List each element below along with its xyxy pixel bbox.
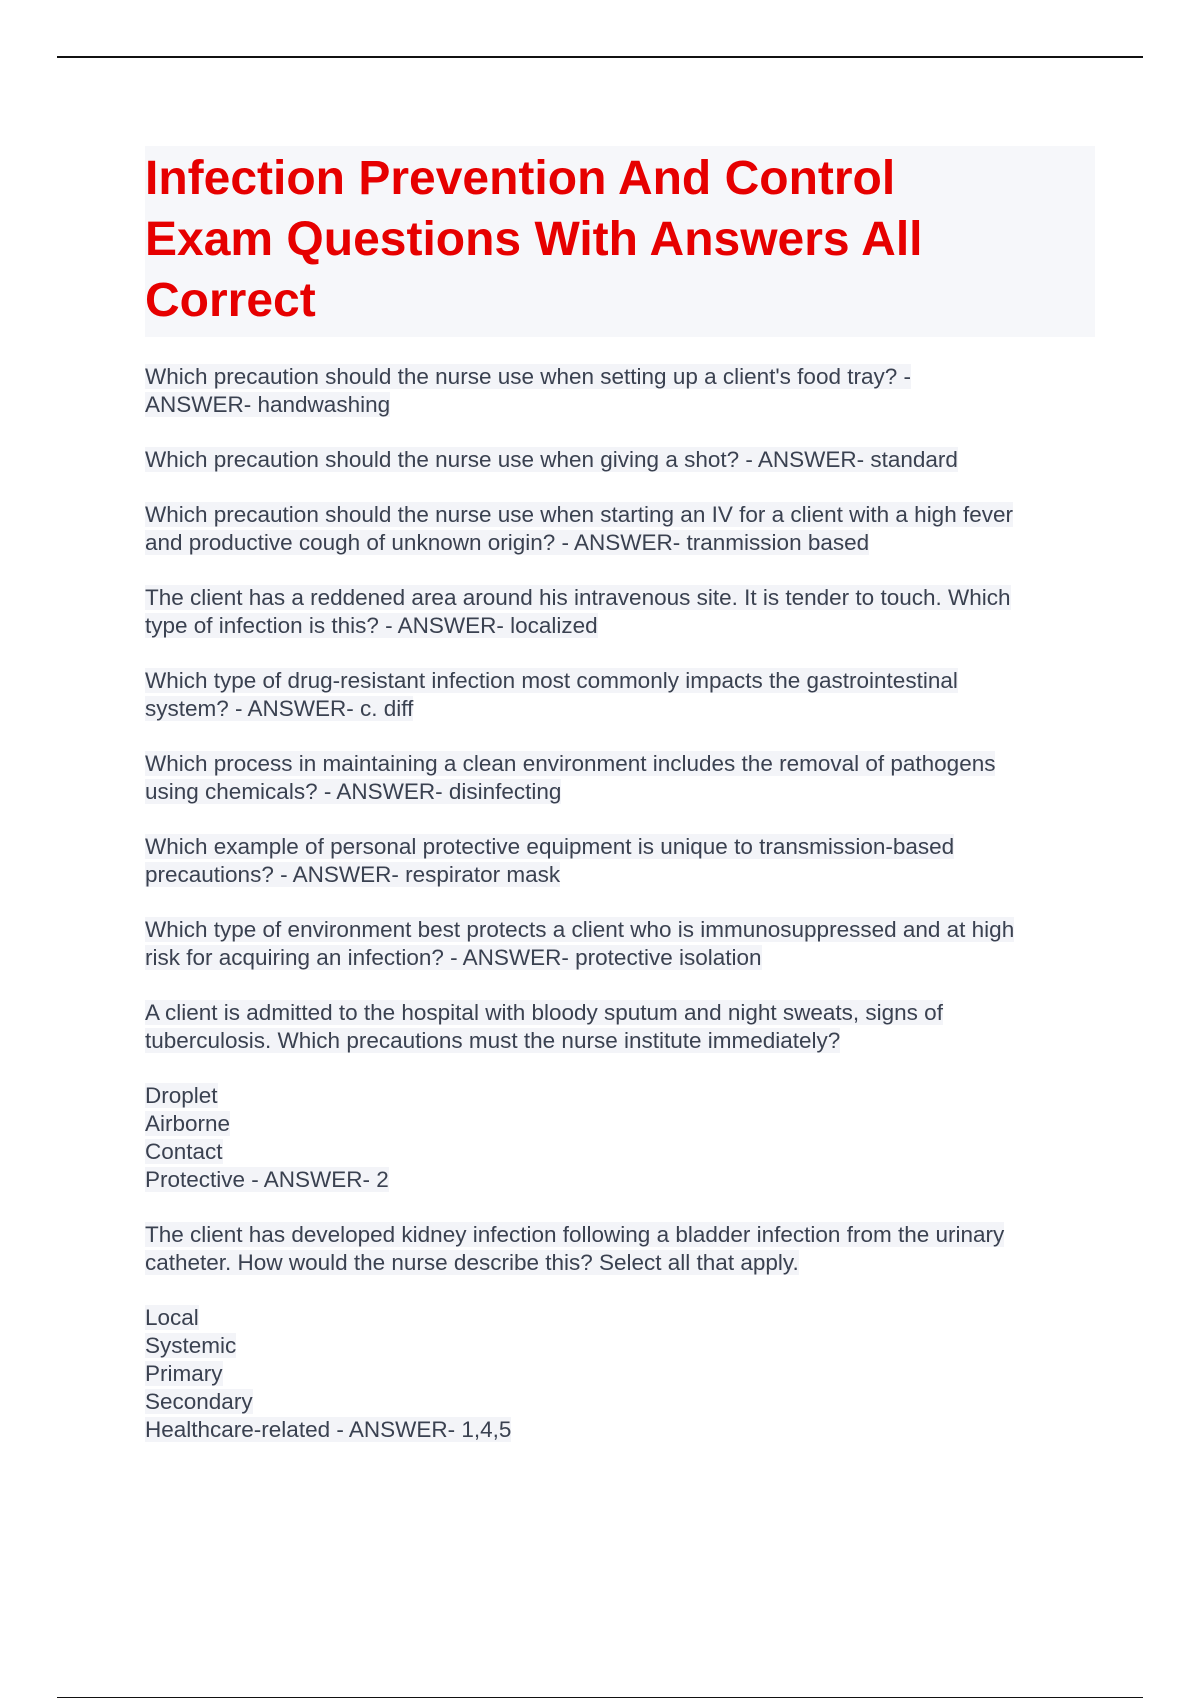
qa-item-2: Which precaution should the nurse use when giving a shot? - ANSWER- standard <box>145 447 958 472</box>
options-list-1 <box>145 1082 1095 1194</box>
list-item: Local <box>145 1305 199 1330</box>
list-item: Secondary <box>145 1389 253 1414</box>
title-line-1: Infection Prevention And Control <box>145 152 896 205</box>
title-block <box>145 146 1095 337</box>
qa-item-8: Which type of environment best protects a client who is immunosuppressed and at high risk for acquiring an infection? - ANSWER- protective isolation <box>145 917 1015 970</box>
title-line-3: Correct <box>145 274 316 327</box>
options-list-2 <box>145 1304 1095 1444</box>
qa-item-1: Which precaution should the nurse use when setting up a client's food tray? - ANSWER- handwashing <box>145 364 911 417</box>
qa-item-4: The client has a reddened area around his intravenous site. It is tender to touch. Which type of infection is this? - ANSWER- localized <box>145 585 1011 638</box>
bottom-rule <box>57 1697 1143 1698</box>
qa-item-3: Which precaution should the nurse use when starting an IV for a client with a high fever and productive cough of unknown origin? - ANSWER- tranmission based <box>145 502 1013 555</box>
qa-item-9: A client is admitted to the hospital with bloody sputum and night sweats, signs of tuberculosis. Which precautions must the nurse institute immediately? <box>145 1000 943 1053</box>
list-item: Primary <box>145 1361 223 1386</box>
list-item: Contact <box>145 1139 223 1164</box>
list-item: Droplet <box>145 1083 218 1108</box>
qa-item-7: Which example of personal protective equipment is unique to transmission-based precautions? - ANSWER- respirator mask <box>145 834 955 887</box>
document-body <box>145 146 1095 1471</box>
qa-item-10: The client has developed kidney infection following a bladder infection from the urinary catheter. How would the nurse describe this? Select all that apply. <box>145 1222 1005 1275</box>
title-line-2: Exam Questions With Answers All <box>145 213 923 266</box>
qa-item-6: Which process in maintaining a clean environment includes the removal of pathogens using chemicals? - ANSWER- disinfecting <box>145 751 996 804</box>
list-item: Systemic <box>145 1333 237 1358</box>
top-rule <box>57 56 1143 58</box>
list-item: Airborne <box>145 1111 231 1136</box>
list-item: Healthcare-related - ANSWER- 1,4,5 <box>145 1417 512 1442</box>
qa-item-5: Which type of drug-resistant infection most commonly impacts the gastrointestinal system? - ANSWER- c. diff <box>145 668 958 721</box>
document-title <box>145 148 1095 331</box>
list-item: Protective - ANSWER- 2 <box>145 1167 389 1192</box>
